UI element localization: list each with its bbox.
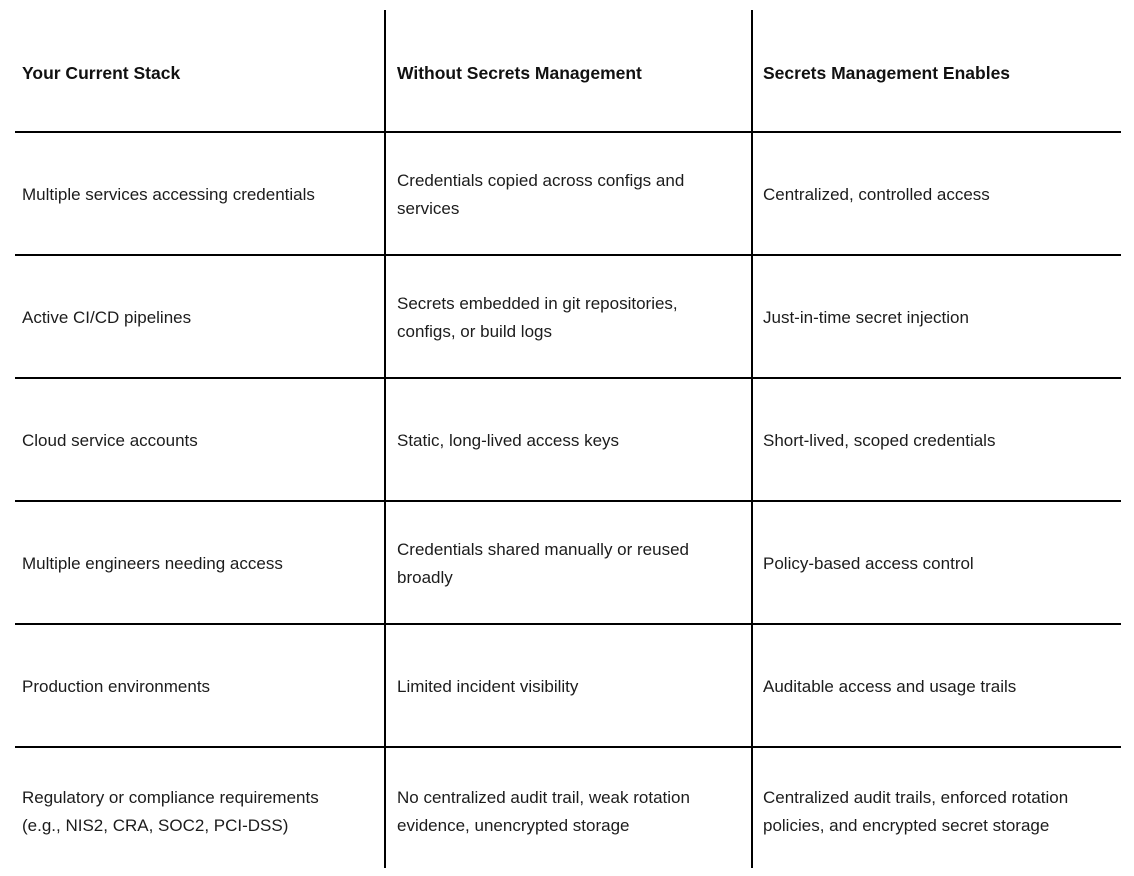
cell-text: No centralized audit trail, weak rotation evidence, unencrypted storage [397, 788, 690, 835]
cell-row-6-col-2 [385, 748, 752, 876]
header-label: Secrets Management Enables [763, 62, 1011, 83]
cell-row-4-col-2 [385, 502, 752, 625]
row-divider-1 [15, 254, 1121, 256]
header-cell-secrets-management-enables [752, 0, 1134, 133]
cell-text: Policy-based access control [763, 553, 974, 573]
cell-row-2-col-3 [752, 256, 1134, 379]
column-divider-1 [384, 10, 386, 868]
cell-text: Auditable access and usage trails [763, 676, 1017, 696]
cell-row-6-col-1 [0, 748, 385, 876]
cell-text: Credentials copied across configs and services [397, 170, 685, 218]
cell-text: Secrets embedded in git repositories, configs, or build logs [397, 293, 678, 341]
cell-text: Centralized, controlled access [763, 184, 990, 204]
cell-row-1-col-1 [0, 133, 385, 256]
cell-row-5-col-2 [385, 625, 752, 748]
cell-row-5-col-3 [752, 625, 1134, 748]
cell-row-3-col-3 [752, 379, 1134, 502]
row-divider-header [15, 131, 1121, 133]
row-divider-3 [15, 500, 1121, 502]
cell-text: Just-in-time secret injection [763, 307, 969, 327]
cell-text: Multiple services accessing credentials [22, 184, 315, 204]
cell-row-4-col-3 [752, 502, 1134, 625]
header-cell-your-current-stack [0, 0, 385, 133]
row-divider-2 [15, 377, 1121, 379]
cell-text: Multiple engineers needing access [22, 553, 283, 573]
cell-row-1-col-3 [752, 133, 1134, 256]
header-label: Without Secrets Management [397, 62, 642, 83]
header-cell-without-secrets-management [385, 0, 752, 133]
cell-row-4-col-1 [0, 502, 385, 625]
cell-row-2-col-1 [0, 256, 385, 379]
cell-text: Active CI/CD pipelines [22, 307, 192, 327]
cell-row-2-col-2 [385, 256, 752, 379]
cell-row-1-col-2 [385, 133, 752, 256]
cell-row-5-col-1 [0, 625, 385, 748]
cell-text: Centralized audit trails, enforced rotation policies, and encrypted secret storage [763, 788, 1069, 835]
cell-text: Short-lived, scoped credentials [763, 430, 996, 450]
row-divider-5 [15, 746, 1121, 748]
cell-row-6-col-3 [752, 748, 1134, 876]
cell-text: Limited incident visibility [397, 676, 579, 696]
column-divider-2 [751, 10, 753, 868]
cell-text: Production environments [22, 676, 211, 696]
cell-row-3-col-1 [0, 379, 385, 502]
cell-row-3-col-2 [385, 379, 752, 502]
header-label: Your Current Stack [22, 62, 181, 83]
cell-text: Credentials shared manually or reused broadly [397, 539, 689, 587]
cell-text: Regulatory or compliance requirements (e.g., NIS2, CRA, SOC2, PCI-DSS) [22, 788, 319, 835]
row-divider-4 [15, 623, 1121, 625]
cell-text: Cloud service accounts [22, 430, 198, 450]
cell-text: Static, long-lived access keys [397, 430, 620, 450]
